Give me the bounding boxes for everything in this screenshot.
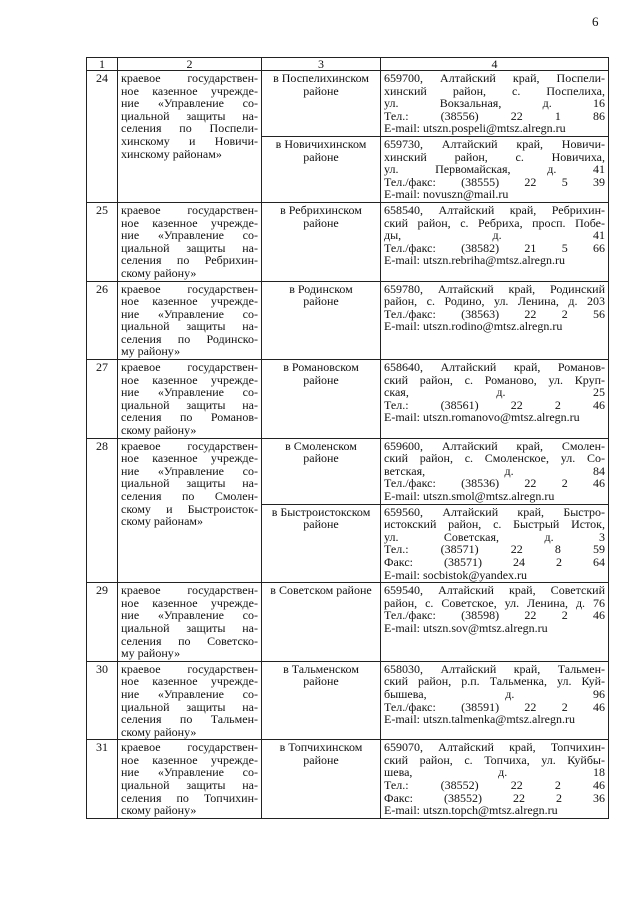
text-line: ное казенное учрежде- [121, 215, 258, 230]
text-line: район, с. Советское, ул. Ленина, д. 76 [384, 595, 605, 610]
organization-name [118, 740, 262, 819]
text-line: район, с. Родино, ул. Ленина, д. 203 [384, 294, 605, 309]
text-line: районе [303, 215, 339, 230]
page-number: 6 [592, 14, 599, 29]
text-line: краевое государствен- [121, 71, 258, 85]
column-header: 1 [87, 58, 118, 71]
text-line: селения по Топчихин- [121, 790, 258, 805]
text-line: скому и Быстроисток- [121, 501, 258, 516]
text-line: районе [303, 372, 339, 387]
text-line: ное казенное учрежде- [121, 451, 258, 466]
address-cell [381, 438, 609, 504]
address-cell [381, 281, 609, 360]
text-line: ская, д. 25 [384, 385, 605, 400]
text-line: краевое государствен- [121, 740, 258, 755]
row-number: 29 [87, 583, 118, 662]
text-line: скому району» [121, 724, 197, 739]
text-line: скому районам» [121, 514, 204, 529]
text-line: ное казенное учрежде- [121, 372, 258, 387]
text-line: в Родинском [289, 281, 353, 296]
address-cell [381, 583, 609, 662]
text-line: Тел./факс: (38563) 22 2 56 [384, 306, 605, 321]
organization-name [118, 438, 262, 583]
address-cell [381, 136, 609, 202]
text-line: ветская, д. 84 [384, 463, 605, 478]
text-line: селения по Ребрихин- [121, 253, 258, 268]
text-line: селения по Романов- [121, 410, 258, 425]
text-line: районе [303, 752, 339, 767]
text-line: 659540, Алтайский край, Советский [384, 583, 605, 598]
text-line: ский район, с. Ребриха, просп. Побе- [384, 215, 605, 230]
text-line: районе [303, 517, 339, 532]
text-line: скому району» [121, 265, 197, 280]
text-line: ул. Вокзальная, д. 16 [384, 96, 605, 111]
text-line: ул. Советская, д. 3 [384, 529, 605, 544]
text-line: E-mail: utszn.rebriha@mtsz.alregn.ru [384, 253, 565, 268]
district-cell [262, 71, 381, 137]
district-cell [262, 136, 381, 202]
row-number: 24 [87, 71, 118, 203]
text-line: циальной защиты на- [121, 778, 258, 793]
text-line: скому району» [121, 803, 197, 818]
text-line: E-mail: utszn.pospeli@mtsz.alregn.ru [384, 121, 566, 136]
district-cell [262, 504, 381, 583]
text-line: Тел.: (38552) 22 2 46 [384, 778, 605, 793]
address-cell [381, 202, 609, 281]
address-cell [381, 740, 609, 819]
district-cell [262, 740, 381, 819]
address-cell [381, 661, 609, 740]
text-line: 659600, Алтайский край, Смолен- [384, 438, 605, 453]
text-line: Факс: (38552) 22 2 36 [384, 790, 605, 805]
text-line: циальной защиты на- [121, 319, 258, 334]
district-cell [262, 202, 381, 281]
organization-name [118, 583, 262, 662]
text-line: в Поспелихинском [273, 71, 369, 85]
organization-name [118, 281, 262, 360]
text-line: E-mail: utszn.romanovo@mtsz.alregn.ru [384, 410, 580, 425]
row-number: 26 [87, 281, 118, 360]
text-line: районе [303, 451, 339, 466]
text-line: ное казенное учрежде- [121, 294, 258, 309]
text-line: ул. Первомайская, д. 41 [384, 162, 605, 177]
text-line: краевое государствен- [121, 438, 258, 453]
text-line: хинский район, с. Поспелиха, [384, 83, 605, 98]
text-line: в Советском районе [270, 583, 372, 598]
text-line: районе [303, 294, 339, 309]
text-line: 658640, Алтайский край, Романов- [384, 360, 605, 375]
text-line: Тел./факс: (38591) 22 2 46 [384, 699, 605, 714]
organization-name [118, 360, 262, 439]
text-line: Тел.: (38571) 22 8 59 [384, 542, 605, 557]
table-row [87, 740, 609, 819]
text-line: ние «Управление со- [121, 228, 258, 243]
text-line: 659700, Алтайский край, Поспели- [384, 71, 605, 85]
text-line: 659730, Алтайский край, Новичи- [384, 136, 605, 151]
table-header-row [87, 58, 609, 71]
text-line: селения по Родинско- [121, 331, 258, 346]
text-line: E-mail: socbistok@yandex.ru [384, 567, 528, 582]
row-number: 28 [87, 438, 118, 583]
text-line: 658540, Алтайский край, Ребрихин- [384, 202, 605, 217]
text-line: E-mail: utszn.rodino@mtsz.alregn.ru [384, 319, 563, 334]
text-line: районе [303, 149, 339, 164]
text-line: E-mail: utszn.smol@mtsz.alregn.ru [384, 489, 555, 503]
district-cell [262, 281, 381, 360]
text-line: в Смоленском [285, 438, 357, 453]
district-cell [262, 661, 381, 740]
text-line: ский район, с. Топчиха, ул. Куйбы- [384, 752, 605, 767]
text-line: 658030, Алтайский край, Тальмен- [384, 661, 605, 676]
table-row [87, 360, 609, 439]
text-line: E-mail: utszn.talmenka@mtsz.alregn.ru [384, 712, 575, 727]
text-line: хинский район, с. Новичиха, [384, 149, 605, 164]
text-line: ние «Управление со- [121, 765, 258, 780]
text-line: районе [303, 674, 339, 689]
text-line: ное казенное учрежде- [121, 674, 258, 689]
text-line: в Романовском [283, 360, 359, 375]
text-line: ние «Управление со- [121, 686, 258, 701]
text-line: ное казенное учрежде- [121, 752, 258, 767]
text-line: 659560, Алтайский край, Быстро- [384, 504, 605, 519]
text-line: ние «Управление со- [121, 96, 258, 111]
text-line: в Тальменском [283, 661, 359, 676]
district-cell [262, 583, 381, 662]
text-line: 659070, Алтайский край, Топчихин- [384, 740, 605, 755]
district-cell [262, 360, 381, 439]
text-line: циальной защиты на- [121, 108, 258, 123]
text-line: в Быстроистокском [271, 504, 371, 519]
row-number: 25 [87, 202, 118, 281]
text-line: селения по Смолен- [121, 489, 258, 503]
text-line: в Ребрихинском [280, 202, 362, 217]
text-line: скому району» [121, 423, 197, 438]
address-cell [381, 360, 609, 439]
text-line: Тел.: (38561) 22 2 46 [384, 397, 605, 412]
text-line: E-mail: utszn.sov@mtsz.alregn.ru [384, 620, 548, 635]
column-header: 4 [381, 58, 609, 71]
text-line: ние «Управление со- [121, 385, 258, 400]
text-line: Тел./факс: (38582) 21 5 66 [384, 240, 605, 255]
offices-table [86, 57, 609, 819]
text-line: 659780, Алтайский край, Родинский [384, 281, 605, 296]
text-line: в Топчихинском [279, 740, 363, 755]
text-line: ние «Управление со- [121, 463, 258, 478]
text-line: циальной защиты на- [121, 699, 258, 714]
address-cell [381, 504, 609, 583]
text-line: му району» [121, 646, 181, 661]
text-line: селения по Советско- [121, 633, 258, 648]
organization-name [118, 71, 262, 203]
address-cell [381, 71, 609, 137]
text-line: ние «Управление со- [121, 608, 258, 623]
text-line: краевое государствен- [121, 661, 258, 676]
text-line: ние «Управление со- [121, 306, 258, 321]
text-line: краевое государствен- [121, 360, 258, 375]
text-line: в Новичихинском [275, 136, 367, 151]
text-line: Тел./факс: (38536) 22 2 46 [384, 476, 605, 491]
text-line: E-mail: novuszn@mail.ru [384, 187, 509, 202]
text-line: циальной защиты на- [121, 240, 258, 255]
table-row [87, 438, 609, 504]
row-number: 31 [87, 740, 118, 819]
text-line: селения по Тальмен- [121, 712, 258, 727]
text-line: краевое государствен- [121, 281, 258, 296]
organization-name [118, 661, 262, 740]
text-line: краевое государствен- [121, 202, 258, 217]
text-line: циальной защиты на- [121, 397, 258, 412]
text-line: хинскому районам» [121, 146, 222, 161]
text-line: краевое государствен- [121, 583, 258, 598]
table-row [87, 71, 609, 137]
text-line: Факс: (38571) 24 2 64 [384, 554, 605, 569]
text-line: ды, д. 41 [384, 228, 605, 243]
organization-name [118, 202, 262, 281]
text-line: циальной защиты на- [121, 476, 258, 491]
table-row [87, 661, 609, 740]
text-line: районе [303, 83, 339, 98]
row-number: 30 [87, 661, 118, 740]
text-line: бышева, д. 96 [384, 686, 605, 701]
text-line: му району» [121, 344, 181, 359]
text-line: Тел.: (38556) 22 1 86 [384, 108, 605, 123]
table-row [87, 202, 609, 281]
table-row [87, 583, 609, 662]
table-row [87, 281, 609, 360]
text-line: ский район, с. Романово, ул. Круп- [384, 372, 605, 387]
district-cell [262, 438, 381, 504]
text-line: Тел./факс: (38598) 22 2 46 [384, 608, 605, 623]
text-line: шева, д. 18 [384, 765, 605, 780]
column-header: 2 [118, 58, 262, 71]
text-line: E-mail: utszn.topch@mtsz.alregn.ru [384, 803, 558, 818]
text-line: ский район, с. Смоленское, ул. Со- [384, 451, 605, 466]
text-line: хинскому и Новичи- [121, 133, 258, 148]
text-line: циальной защиты на- [121, 620, 258, 635]
column-header: 3 [262, 58, 381, 71]
text-line: ное казенное учрежде- [121, 83, 258, 98]
text-line: ное казенное учрежде- [121, 595, 258, 610]
row-number: 27 [87, 360, 118, 439]
text-line: селения по Поспели- [121, 121, 258, 136]
text-line: Тел./факс: (38555) 22 5 39 [384, 174, 605, 189]
text-line: истокский район, с. Быстрый Исток, [384, 517, 605, 532]
text-line: ский район, р.п. Тальменка, ул. Куй- [384, 674, 605, 689]
